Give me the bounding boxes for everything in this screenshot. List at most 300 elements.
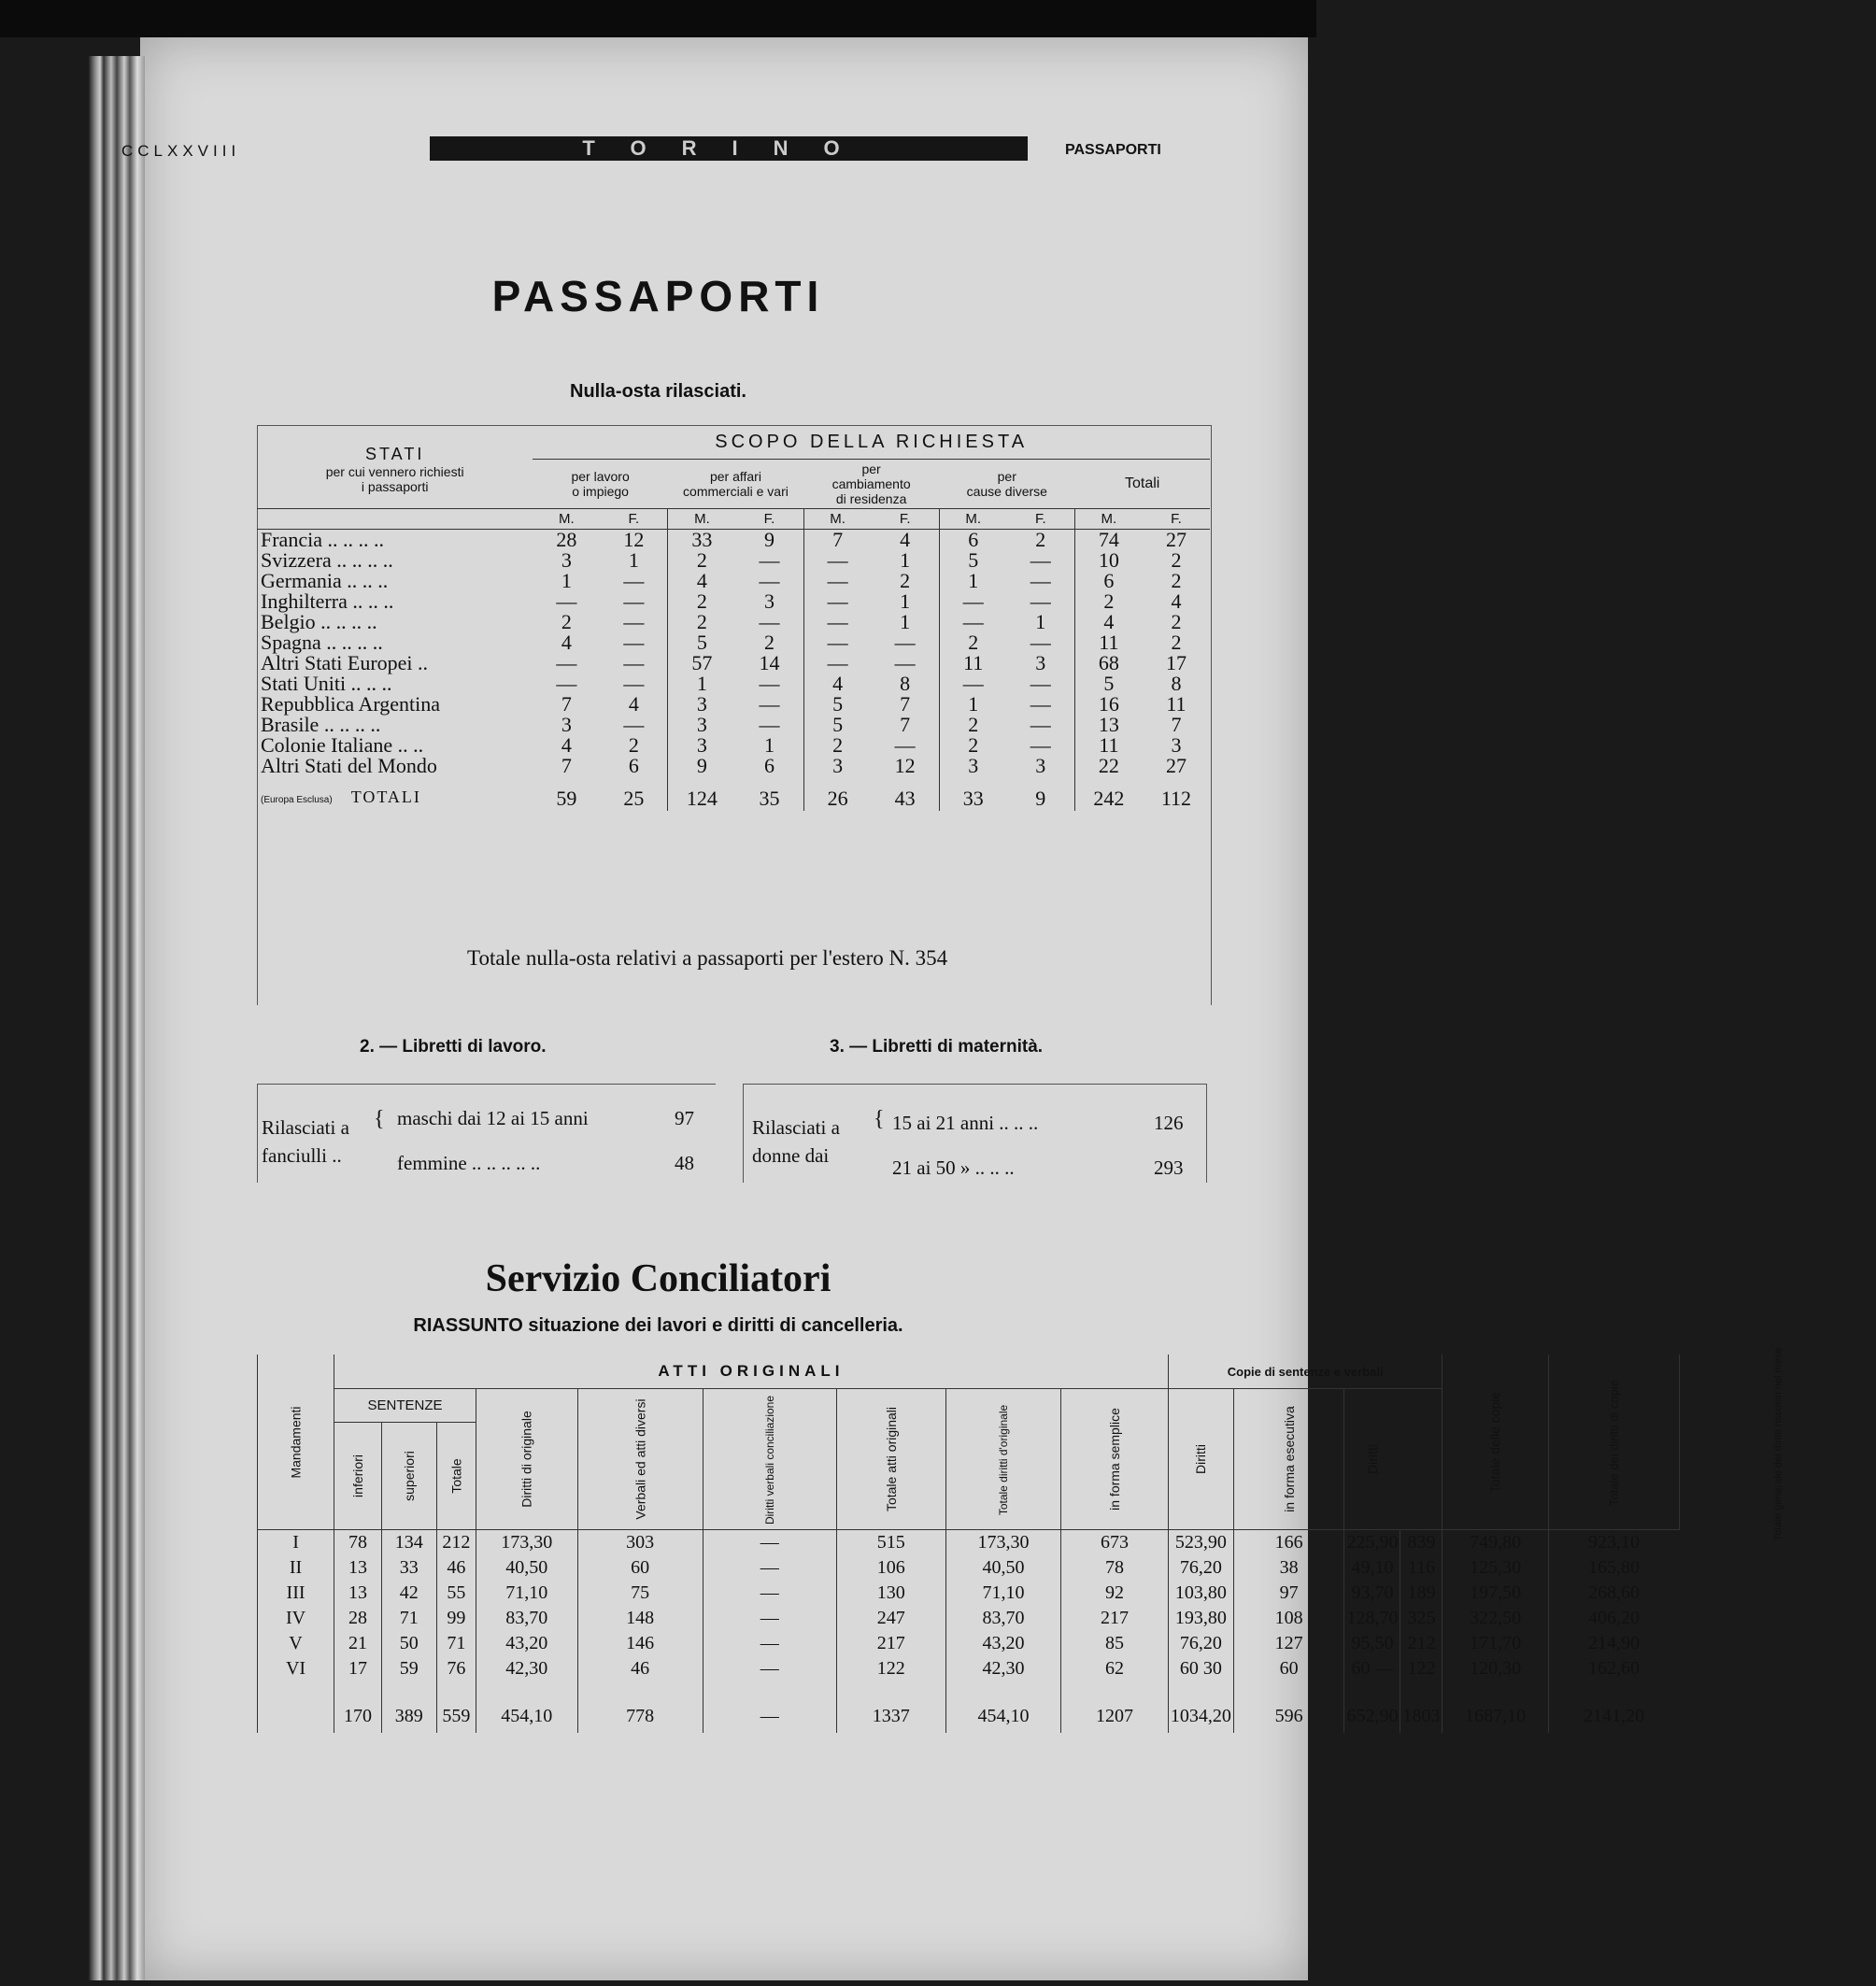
cell-value: 217 — [1061, 1606, 1169, 1631]
cell-value: 21 — [334, 1631, 382, 1656]
passaporti-rows — [257, 530, 1210, 812]
mandamento: V — [258, 1631, 334, 1656]
maternita-r2: 21 ai 50 » .. .. .. — [892, 1156, 1015, 1179]
table-row — [258, 1631, 1876, 1656]
h-superiori: superiori — [381, 1423, 436, 1530]
total-value: 559 — [436, 1681, 476, 1733]
cell-value: 9 — [763, 528, 775, 551]
cell-value: 14 — [759, 651, 780, 674]
total-value: 778 — [577, 1681, 703, 1733]
cell-value: 46 — [436, 1555, 476, 1581]
cell-value: 33 — [381, 1555, 436, 1581]
cell-value: 171,70 — [1443, 1631, 1548, 1656]
cell-value: — — [1030, 733, 1051, 757]
lavoro-label-1: Rilasciati a — [262, 1116, 349, 1139]
cell-value: — — [703, 1530, 836, 1556]
cell-value: 3 — [561, 548, 572, 572]
cell-value: 83,70 — [945, 1606, 1060, 1631]
lavoro-femmine: femmine .. .. .. .. .. — [397, 1152, 541, 1174]
cell-value: 49,10 — [1344, 1555, 1400, 1581]
page-number: CCLXXVIII — [121, 142, 241, 160]
cell-value: — — [623, 672, 645, 695]
cell-value: 1 — [628, 548, 639, 572]
cell-value: — — [939, 612, 1007, 632]
cell-value: 173,30 — [945, 1530, 1060, 1556]
cell-value: 125,30 — [1443, 1555, 1548, 1581]
state-name: Francia .. .. .. .. — [261, 528, 384, 551]
table-row — [257, 591, 1210, 612]
mandamento: VI — [258, 1656, 334, 1681]
cell-value: 78 — [1061, 1555, 1169, 1581]
total-value: 1337 — [836, 1681, 945, 1733]
total-value: — — [703, 1681, 836, 1733]
cell-value: — — [703, 1656, 836, 1681]
cell-value: 7 — [900, 713, 911, 736]
cell-value: 12 — [623, 528, 645, 551]
h-totale-diritti: Totale diritti d'originale — [945, 1389, 1060, 1530]
cell-value: — — [1030, 569, 1051, 592]
cell-value: 2 — [1035, 528, 1046, 551]
cell-value: 1 — [900, 610, 911, 633]
cell-value: 4 — [900, 528, 911, 551]
cell-value: 122 — [836, 1656, 945, 1681]
passaporti-table: STATI per cui vennero richiesti i passaporti SCOPO DELLA RICHIESTA per lavoro o impiego per affari commerciali e vari per cambiamento di residenza per cause diverse Totali M. F. M. F. M. F. M. F. M. F. Francia .. .. .. .. 28 12 33 9 7 4 6 2 74 27 Svizzera .. .. .. .. 3 1 2 — — 1 5 — 10 2 Germania .. .. .. 1 — 4 — — 2 1 — 6 2 Inghilterra .. .. .. — — 2 3 — 1 — — 2 4 Belgio .. .. .. .. 2 — 2 — — 1 — 1 4 2 Spagna .. .. .. .. 4 — 5 2 — — 2 — 11 2 Altri Stati Europei .. — — 57 14 — — 11 3 68 17 Stati Uniti .. .. .. — — 1 — 4 8 — — 5 8 Repubblica Argentina 7 4 3 — 5 7 1 — 16 11 Brasile .. .. .. .. 3 — 3 — 5 7 2 — 13 7 Colonie Italiane .. .. 4 2 3 1 2 — 2 — 11 3 Altri Stati del Mondo 7 6 9 6 3 12 3 3 22 27 (Europa Esclusa) TOTALI 59 25 124 35 26 43 33 9 242 112 — [257, 430, 1210, 811]
cell-value: 46 — [577, 1656, 703, 1681]
mandamento — [258, 1681, 334, 1733]
cell-value: 406,20 — [1548, 1606, 1679, 1631]
cell-value: 322,50 — [1443, 1606, 1548, 1631]
cell-value: 78 — [334, 1530, 382, 1556]
totals-row — [258, 1681, 1876, 1733]
cell-value: 60 — [577, 1555, 703, 1581]
scopo-header: SCOPO DELLA RICHIESTA — [533, 430, 1210, 460]
cell-value: 134 — [381, 1530, 436, 1556]
cell-value: — — [703, 1631, 836, 1656]
cell-value: 9 — [668, 756, 736, 776]
h-atti-originali: ATTI ORIGINALI — [334, 1355, 1169, 1389]
cell-value: 6 — [763, 754, 775, 777]
cell-value: 3 — [1035, 754, 1046, 777]
h-diritti-verbali: Diritti verbali conciliazione — [703, 1389, 836, 1530]
cell-value: 4 — [1074, 612, 1143, 632]
total-value: 35 — [759, 786, 780, 810]
cell-value: 6 — [1074, 571, 1143, 591]
cell-value: 515 — [836, 1530, 945, 1556]
table-row — [258, 1656, 1876, 1681]
libretti-lavoro-title: 2. — Libretti di lavoro. — [360, 1037, 547, 1057]
cell-value: 40,50 — [476, 1555, 577, 1581]
state-name: Spagna .. .. .. .. — [261, 631, 383, 654]
cell-value: 108 — [1233, 1606, 1344, 1631]
state-name: Brasile .. .. .. .. — [261, 713, 381, 736]
cell-value: 193,80 — [1168, 1606, 1233, 1631]
cell-value: 225,90 — [1344, 1530, 1400, 1556]
cell-value: 17 — [1165, 651, 1187, 674]
cell-value: 2 — [939, 735, 1007, 756]
maternita-label-1: Rilasciati a — [752, 1116, 840, 1139]
cell-value: 3 — [763, 589, 775, 613]
h-diritti-1: Diritti — [1168, 1389, 1233, 1530]
cell-value: 59 — [381, 1656, 436, 1681]
total-value: 1034,20 — [1168, 1681, 1233, 1733]
cell-value: 3 — [561, 713, 572, 736]
cell-value: — — [703, 1581, 836, 1606]
libretti-maternita-title: 3. — Libretti di maternità. — [830, 1037, 1044, 1057]
cell-value: — — [623, 569, 645, 592]
table-row — [258, 1555, 1876, 1581]
col-lavoro: per lavoro o impiego — [571, 469, 630, 499]
cell-value: 148 — [577, 1606, 703, 1631]
cell-value: 212 — [1400, 1631, 1443, 1656]
cell-value: 7 — [1171, 713, 1182, 736]
cell-value: 212 — [436, 1530, 476, 1556]
cell-value: 1 — [900, 548, 911, 572]
cell-value: 325 — [1400, 1606, 1443, 1631]
cell-value: — — [939, 674, 1007, 694]
cell-value: 3 — [1171, 733, 1182, 757]
cell-value: 76 — [436, 1656, 476, 1681]
state-name: Inghilterra .. .. .. — [261, 589, 394, 613]
cell-value: 673 — [1061, 1530, 1169, 1556]
cell-value: — — [894, 733, 916, 757]
cell-value: 749,80 — [1443, 1530, 1548, 1556]
cell-value: 2 — [803, 735, 872, 756]
h-copie: Copie di sentenze e verbali — [1168, 1355, 1443, 1389]
cell-value: 2 — [1171, 631, 1182, 654]
h-diritti-orig: Diritti di originale — [476, 1389, 577, 1530]
cell-value: — — [759, 569, 780, 592]
table-row — [257, 694, 1210, 715]
table-row — [258, 1530, 1876, 1556]
total-value: 112 — [1160, 786, 1192, 810]
cell-value: — — [623, 631, 645, 654]
cell-value: 106 — [836, 1555, 945, 1581]
cell-value: — — [759, 713, 780, 736]
col-affari: per affari commerciali e vari — [683, 469, 789, 499]
state-name: Stati Uniti .. .. .. — [261, 672, 392, 695]
page-title: PASSAPORTI — [491, 272, 825, 320]
cell-value: — — [803, 550, 872, 571]
cell-value: 74 — [1074, 530, 1143, 551]
cell-value: — — [803, 612, 872, 632]
cell-value: 83,70 — [476, 1606, 577, 1631]
cell-value: 8 — [1171, 672, 1182, 695]
cell-value: — — [803, 571, 872, 591]
maternita-r1: 15 ai 21 anni .. .. .. — [892, 1112, 1039, 1134]
cell-value: 6 — [939, 530, 1007, 551]
col-stati: STATI per cui vennero richiesti i passaporti — [325, 444, 464, 494]
cell-value: 85 — [1061, 1631, 1169, 1656]
cell-value: — — [1030, 713, 1051, 736]
cell-value: 197,50 — [1443, 1581, 1548, 1606]
table-row — [258, 1606, 1876, 1631]
cell-value: 4 — [803, 674, 872, 694]
state-name: Altri Stati Europei .. — [261, 651, 429, 674]
cell-value: 10 — [1074, 550, 1143, 571]
cell-value: 27 — [1165, 754, 1187, 777]
cell-value: — — [1030, 631, 1051, 654]
cell-value: 2 — [1074, 591, 1143, 612]
cell-value: 95,50 — [1344, 1631, 1400, 1656]
cell-value: 122 — [1400, 1656, 1443, 1681]
cell-value: — — [1030, 548, 1051, 572]
cell-value: — — [759, 548, 780, 572]
total-value: 170 — [334, 1681, 382, 1733]
h-totale-diritti-copie: Totale dei diritti di copie — [1548, 1355, 1679, 1530]
cell-value: 2 — [1171, 569, 1182, 592]
mandamento: III — [258, 1581, 334, 1606]
cell-value: 50 — [381, 1631, 436, 1656]
lavoro-maschi-n: 97 — [675, 1107, 694, 1129]
section-subtitle: Nulla-osta rilasciati. — [570, 381, 746, 402]
cell-value: — — [623, 589, 645, 613]
h-verbali: Verbali ed atti diversi — [577, 1389, 703, 1530]
totals-row — [257, 776, 1210, 811]
cell-value: 93,70 — [1344, 1581, 1400, 1606]
cell-value: 7 — [803, 530, 872, 551]
total-value: 9 — [1035, 786, 1046, 810]
col-totali: Totali — [1124, 475, 1160, 491]
total-value: 25 — [623, 786, 645, 810]
mandamento: II — [258, 1555, 334, 1581]
conciliatori-title: Servizio Conciliatori — [485, 1257, 831, 1300]
cell-value: — — [939, 591, 1007, 612]
cell-value: 923,10 — [1548, 1530, 1679, 1556]
h-totale: Totale — [436, 1423, 476, 1530]
table-row — [257, 653, 1210, 674]
cell-value: — — [759, 692, 780, 716]
cell-value: 127 — [1233, 1631, 1344, 1656]
cell-value: 2 — [1171, 610, 1182, 633]
cell-value: 4 — [1171, 589, 1182, 613]
cell-value: 130 — [836, 1581, 945, 1606]
cell-value: — — [623, 610, 645, 633]
cell-value: 55 — [436, 1581, 476, 1606]
cell-value: 28 — [556, 528, 577, 551]
scan-top-border — [0, 0, 1316, 37]
totals-text: TOTALI — [350, 787, 421, 806]
cell-value: 166 — [1233, 1530, 1344, 1556]
mandamento: IV — [258, 1606, 334, 1631]
cell-value: — — [703, 1606, 836, 1631]
table-row — [257, 715, 1210, 735]
cell-value: 71 — [381, 1606, 436, 1631]
total-value: 43 — [894, 786, 916, 810]
city-banner: TORINO — [430, 136, 1028, 161]
cell-value: 76,20 — [1168, 1631, 1233, 1656]
running-section: PASSAPORTI — [1065, 142, 1161, 158]
cell-value: — — [623, 651, 645, 674]
cell-value: 1 — [900, 589, 911, 613]
cell-value: 4 — [561, 733, 572, 757]
cell-value: 6 — [628, 754, 639, 777]
maternita-brace: { — [874, 1107, 885, 1131]
cell-value: 11 — [1166, 692, 1187, 716]
cell-value: — — [556, 589, 577, 613]
state-name: Germania .. .. .. — [261, 569, 389, 592]
cell-value: 13 — [334, 1555, 382, 1581]
cell-value: 5 — [668, 632, 736, 653]
cell-value: 7 — [561, 692, 572, 716]
state-name: Colonie Italiane .. .. — [261, 733, 424, 757]
cell-value: 103,80 — [1168, 1581, 1233, 1606]
cell-value: 1 — [561, 569, 572, 592]
maternita-r1-n: 126 — [1154, 1112, 1184, 1134]
cell-value: 1 — [763, 733, 775, 757]
cell-value: 173,30 — [476, 1530, 577, 1556]
cell-value: 5 — [1074, 674, 1143, 694]
total-value: 454,10 — [945, 1681, 1060, 1733]
h-forma-esecutiva: in forma esecutiva — [1233, 1389, 1344, 1530]
cell-value: 99 — [436, 1606, 476, 1631]
total-value: 1207 — [1061, 1681, 1169, 1733]
cell-value: 11 — [939, 653, 1007, 674]
cell-value: 97 — [1233, 1581, 1344, 1606]
cell-value: 1 — [1035, 610, 1046, 633]
h-totale-generale: Totale generale dei diritti riscossi nel mese — [1679, 1355, 1876, 1530]
h-totale-copie: Totale delle copie — [1443, 1355, 1548, 1530]
cell-value: 42,30 — [476, 1656, 577, 1681]
cell-value: 27 — [1165, 528, 1187, 551]
cell-value: 92 — [1061, 1581, 1169, 1606]
maternita-label-2: donne dai — [752, 1144, 830, 1167]
cell-value: — — [803, 653, 872, 674]
conciliatori-rows — [258, 1530, 1876, 1734]
cell-value: 13 — [334, 1581, 382, 1606]
cell-value: — — [703, 1555, 836, 1581]
total-value: 652,90 — [1344, 1681, 1400, 1733]
table-row — [257, 674, 1210, 694]
cell-value: 60 — — [1344, 1656, 1400, 1681]
totals-label — [257, 776, 533, 811]
cell-value: 33 — [668, 530, 736, 551]
total-value: 33 — [939, 776, 1007, 811]
h-forma-semplice: in forma semplice — [1061, 1389, 1169, 1530]
cell-value: — — [1030, 692, 1051, 716]
table-row — [257, 571, 1210, 591]
cell-value: 4 — [561, 631, 572, 654]
cell-value: 4 — [628, 692, 639, 716]
cell-value: 13 — [1074, 715, 1143, 735]
book-spine — [89, 56, 145, 1980]
cell-value: — — [556, 672, 577, 695]
cell-value: 1 — [939, 694, 1007, 715]
cell-value: 2 — [939, 632, 1007, 653]
h-diritti-2: Diritti — [1344, 1389, 1400, 1530]
total-value: 454,10 — [476, 1681, 577, 1733]
cell-value: 2 — [668, 550, 736, 571]
total-value: 596 — [1233, 1681, 1344, 1733]
cell-value: 71 — [436, 1631, 476, 1656]
cell-value: 42 — [381, 1581, 436, 1606]
cell-value: 214,90 — [1548, 1631, 1679, 1656]
cell-value: 3 — [939, 756, 1007, 776]
cell-value: 22 — [1074, 756, 1143, 776]
cell-value: 3 — [803, 756, 872, 776]
cell-value: 165,80 — [1548, 1555, 1679, 1581]
cell-value: 2 — [900, 569, 911, 592]
h-inferiori: inferiori — [334, 1423, 382, 1530]
state-name: Repubblica Argentina — [261, 692, 441, 716]
cell-value: 839 — [1400, 1530, 1443, 1556]
cell-value: 12 — [894, 754, 916, 777]
cell-value: 71,10 — [476, 1581, 577, 1606]
total-value: 26 — [803, 776, 872, 811]
total-value: 1803 — [1400, 1681, 1443, 1733]
total-value: 124 — [668, 776, 736, 811]
cell-value: 5 — [803, 694, 872, 715]
cell-value: 116 — [1400, 1555, 1443, 1581]
cell-value: 268,60 — [1548, 1581, 1679, 1606]
col-cause: per cause diverse — [966, 469, 1047, 499]
cell-value: 7 — [561, 754, 572, 777]
lavoro-femmine-n: 48 — [675, 1152, 694, 1174]
cell-value: — — [759, 672, 780, 695]
cell-value: 71,10 — [945, 1581, 1060, 1606]
cell-value: 217 — [836, 1631, 945, 1656]
cell-value: 75 — [577, 1581, 703, 1606]
h-mandamenti: Mandamenti — [258, 1355, 334, 1530]
conciliatori-subtitle: RIASSUNTO situazione dei lavori e diritti di cancelleria. — [413, 1315, 903, 1336]
cell-value: 2 — [628, 733, 639, 757]
cell-value: 247 — [836, 1606, 945, 1631]
cell-value: 3 — [668, 735, 736, 756]
cell-value: 303 — [577, 1530, 703, 1556]
cell-value: 76,20 — [1168, 1555, 1233, 1581]
cell-value: 2 — [561, 610, 572, 633]
cell-value: 2 — [939, 715, 1007, 735]
cell-value: 7 — [900, 692, 911, 716]
cell-value: 57 — [668, 653, 736, 674]
cell-value: 4 — [668, 571, 736, 591]
maternita-r2-n: 293 — [1154, 1156, 1184, 1179]
cell-value: 60 30 — [1168, 1656, 1233, 1681]
table-row — [257, 530, 1210, 551]
totals-note: (Europa Esclusa) — [261, 795, 333, 805]
lavoro-label-2: fanciulli .. — [262, 1144, 342, 1167]
cell-value: 2 — [668, 612, 736, 632]
mandamento: I — [258, 1530, 334, 1556]
table-row — [257, 550, 1210, 571]
cell-value: 62 — [1061, 1656, 1169, 1681]
total-value: 242 — [1074, 776, 1143, 811]
cell-value: 1 — [939, 571, 1007, 591]
cell-value: 11 — [1074, 632, 1143, 653]
col-cambiamento: per cambiamento di residenza — [831, 461, 911, 506]
cell-value: 60 — [1233, 1656, 1344, 1681]
total-value: 389 — [381, 1681, 436, 1733]
cell-value: 2 — [668, 591, 736, 612]
total-value: 59 — [556, 786, 577, 810]
cell-value: 2 — [763, 631, 775, 654]
cell-value: — — [803, 632, 872, 653]
cell-value: 5 — [939, 550, 1007, 571]
cell-value: — — [1030, 672, 1051, 695]
cell-value: 120,30 — [1443, 1656, 1548, 1681]
table-row — [257, 612, 1210, 632]
cell-value: 1 — [668, 674, 736, 694]
table-row — [257, 756, 1210, 776]
total-value: 1687,10 — [1443, 1681, 1548, 1733]
lavoro-brace: { — [374, 1107, 385, 1131]
cell-value: 2 — [1171, 548, 1182, 572]
cell-value: 43,20 — [945, 1631, 1060, 1656]
cell-value: 146 — [577, 1631, 703, 1656]
cell-value: — — [803, 591, 872, 612]
cell-value: — — [1030, 589, 1051, 613]
table-row — [257, 735, 1210, 756]
cell-value: — — [623, 713, 645, 736]
